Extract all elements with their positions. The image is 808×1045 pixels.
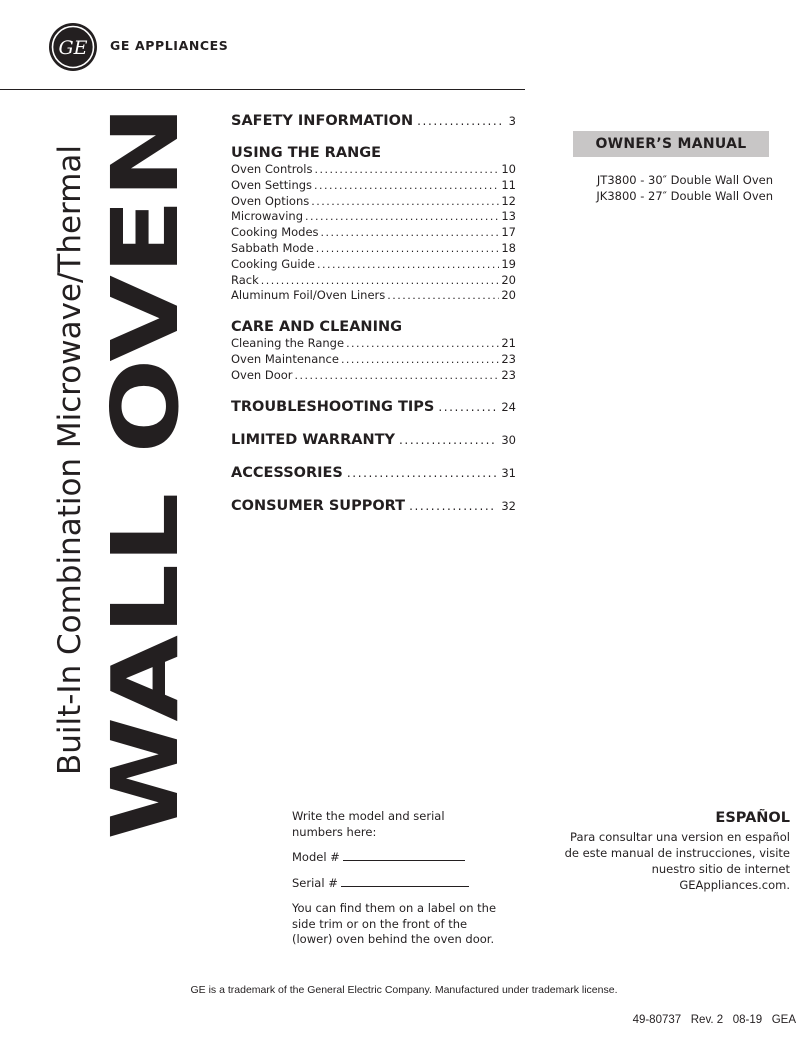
toc-item: Oven Maintenance ..... 23 [231, 352, 516, 368]
record-note: You can find them on a label on the side trim or on the front of the (lower) oven behind the oven door. [292, 901, 497, 946]
toc-troubleshooting: TROUBLESHOOTING TIPS ..... 24 [231, 398, 516, 416]
toc-item: Cleaning the Range ..... 21 [231, 336, 516, 352]
cover-title: WALL OVEN [92, 235, 199, 840]
espanol-body: Para consultar una version en español de este manual de instrucciones, visite nuestro sitio de internet GEAppliances.com. [564, 830, 790, 892]
toc-item: Oven Door ..... 23 [231, 368, 516, 384]
toc-item: Cooking Guide ..... 19 [231, 257, 516, 273]
brand-name: GE APPLIANCES [110, 38, 229, 53]
serial-number-blank [341, 876, 469, 887]
toc-using-the-range [231, 144, 516, 304]
model-number-blank [343, 850, 465, 861]
cover-subtitle: Built-In Combination Microwave/Thermal [52, 144, 88, 775]
toc-section-title: CARE AND CLEANING [231, 319, 402, 336]
ge-logo-text: GE [58, 37, 88, 59]
toc-consumer-support: CONSUMER SUPPORT ..... 32 [231, 497, 516, 515]
toc-item: Rack ..... 20 [231, 273, 516, 289]
trademark-notice: GE is a trademark of the General Electric Company. Manufactured under trademark license. [190, 984, 618, 996]
model-list [541, 172, 773, 204]
toc-section-title: SAFETY INFORMATION [231, 113, 414, 129]
toc-item: Oven Options ..... 12 [231, 194, 516, 210]
toc-leader [417, 112, 505, 130]
vertical-title [30, 95, 210, 845]
model-line: JK3800 - 27″ Double Wall Oven [596, 189, 773, 203]
toc-item: Oven Controls ..... 10 [231, 162, 516, 178]
espanol-block [555, 809, 790, 893]
owners-manual-badge: OWNER’S MANUAL [573, 131, 769, 157]
toc-item: Cooking Modes ..... 17 [231, 225, 516, 241]
toc-warranty: LIMITED WARRANTY ..... 30 [231, 431, 516, 449]
serial-number-line: Serial # [292, 876, 517, 892]
header-divider [0, 89, 525, 90]
toc-item: Aluminum Foil/Oven Liners ..... 20 [231, 288, 516, 304]
document-number: 49-80737 Rev. 2 08-19 GEA [632, 1014, 796, 1026]
table-of-contents [231, 112, 516, 515]
toc-item: Microwaving ..... 13 [231, 209, 516, 225]
toc-accessories: ACCESSORIES ..... 31 [231, 464, 516, 482]
toc-section-title: USING THE RANGE [231, 145, 382, 161]
record-intro: Write the model and serial numbers here: [292, 809, 445, 839]
toc-item: Oven Settings ..... 11 [231, 178, 516, 194]
ge-logo [48, 22, 98, 72]
toc-page: 3 [508, 114, 516, 128]
record-numbers-block [292, 809, 517, 948]
model-line: JT3800 - 30″ Double Wall Oven [596, 173, 773, 187]
toc-item: Sabbath Mode ..... 18 [231, 241, 516, 257]
model-number-line: Model # [292, 850, 517, 866]
toc-care-and-cleaning [231, 318, 516, 383]
espanol-title: ESPAÑOL [715, 810, 790, 826]
toc-safety [231, 112, 516, 130]
